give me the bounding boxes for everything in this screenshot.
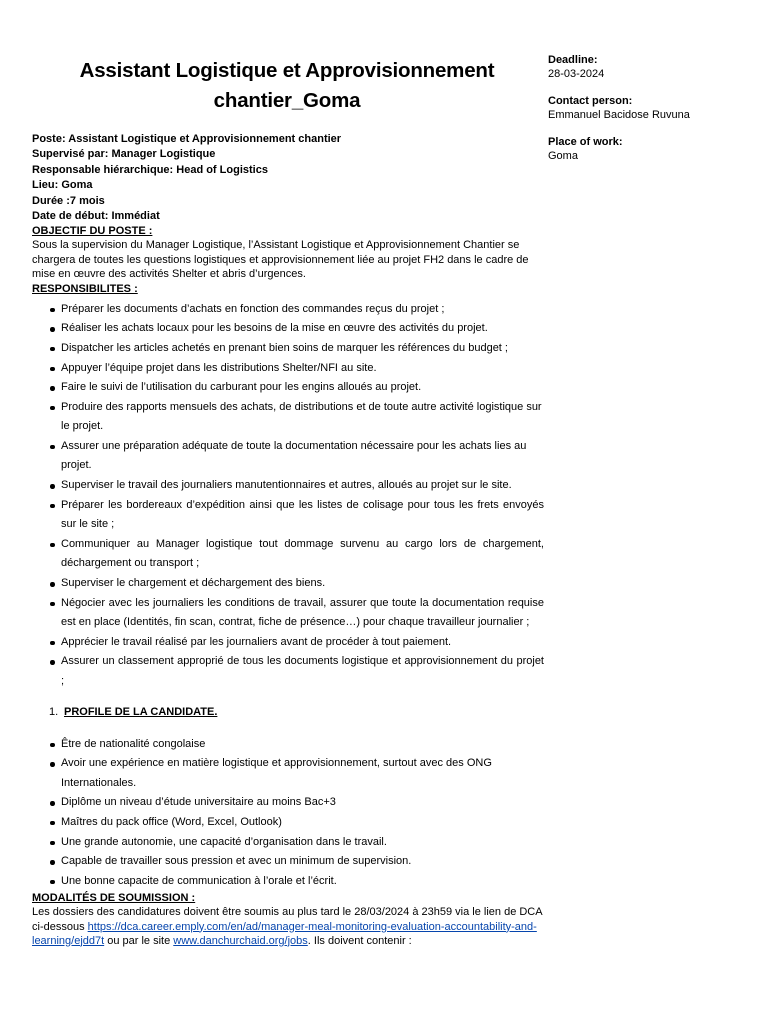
list-item: Une grande autonomie, une capacité d’organisation dans le travail.	[32, 833, 544, 853]
profile-number: 1.	[49, 705, 59, 718]
list-item: Être de nationalité congolaise	[32, 735, 544, 755]
contact-label: Contact person:	[548, 95, 633, 108]
danchurchaid-jobs-link[interactable]: www.danchurchaid.org/jobs	[173, 934, 308, 947]
meta-supervise: Supervisé par: Manager Logistique	[32, 148, 216, 161]
dca-career-link[interactable]: https://dca.career.emply.com/en/ad/manager-meal-monitoring-evaluation-accountability-and-learning/ejdd7t	[32, 920, 537, 947]
title-line-2: chantier_Goma	[213, 89, 361, 112]
modalites-text-before: Les dossiers des candidatures doivent être soumis au plus tard le 28/03/2024 à 23h59 via le lien de DCA ci-dessous	[32, 906, 542, 933]
list-item: Préparer les documents d’achats en fonction des commandes reçus du projet ;	[32, 300, 544, 320]
job-description	[32, 132, 544, 948]
list-item: Réaliser les achats locaux pour les besoins de la mise en œuvre des activités du projet.	[32, 319, 544, 339]
profile-list	[32, 735, 544, 892]
meta-responsable: Responsable hiérarchique: Head of Logistics	[32, 163, 268, 176]
modalites-text-middle: ou par le site	[104, 934, 174, 947]
responsibilites-list	[32, 300, 544, 692]
list-item: Diplôme un niveau d’étude universitaire au moins Bac+3	[32, 793, 544, 813]
modalites-heading: MODALITÉS DE SOUMISSION :	[32, 892, 196, 905]
place-value: Goma	[548, 150, 578, 163]
modalites-text-after: . Ils doivent contenir :	[307, 934, 412, 947]
contact-block	[548, 94, 758, 122]
list-item: Avoir une expérience en matière logistique et approvisionnement, surtout avec des ONG Internationales.	[32, 754, 544, 793]
list-item: Superviser le travail des journaliers manutentionnaires et autres, alloués au projet sur le site.	[32, 476, 544, 496]
deadline-label: Deadline:	[548, 54, 598, 66]
objectif-text: Sous la supervision du Manager Logistique, l’Assistant Logistique et Approvisionnement Chantier se chargera de toutes les questions logistiques et approvisionnement liée au projet FH2 dans le cadre de mise en œuvre des activités Shelter et abris d’urgences.	[32, 239, 529, 280]
list-item: Apprécier le travail réalisé par les journaliers avant de procéder à tout paiement.	[32, 633, 544, 653]
deadline-value: 28-03-2024	[548, 68, 605, 81]
list-item: Appuyer l’équipe projet dans les distributions Shelter/NFI au site.	[32, 359, 544, 379]
profile-heading	[32, 705, 544, 720]
meta-poste: Poste: Assistant Logistique et Approvisionnement chantier	[32, 133, 342, 145]
deadline-block	[548, 53, 758, 81]
list-item: Assurer une préparation adéquate de toute la documentation nécessaire pour les achats lies au projet.	[32, 437, 544, 476]
page-title	[32, 56, 542, 116]
list-item: Capable de travailler sous pression et avec un minimum de supervision.	[32, 852, 544, 872]
meta-lieu: Lieu: Goma	[32, 179, 93, 192]
list-item: Dispatcher les articles achetés en prenant bien soins de marquer les références du budget ;	[32, 339, 544, 359]
list-item: Faire le suivi de l’utilisation du carburant pour les engins alloués au projet.	[32, 378, 544, 398]
list-item: Assurer un classement approprié de tous les documents logistique et approvisionnement du projet ;	[32, 652, 544, 691]
objectif-heading: OBJECTIF DU POSTE :	[32, 225, 153, 238]
place-label: Place of work:	[548, 136, 623, 149]
responsibilites-heading: RESPONSIBILITES :	[32, 282, 138, 295]
list-item: Négocier avec les journaliers les conditions de travail, assurer que toute la documentation requise est en place (Identités, fin scan, contrat, fiche de présence…) pour chaque travailleur journalier ;	[32, 594, 544, 633]
meta-duree: Durée :7 mois	[32, 194, 105, 207]
job-info-sidebar	[548, 53, 758, 176]
list-item: Une bonne capacite de communication à l’orale et l’écrit.	[32, 872, 544, 892]
list-item: Communiquer au Manager logistique tout dommage survenu au cargo lors de chargement, déchargement ou transport ;	[32, 535, 544, 574]
list-item: Produire des rapports mensuels des achats, de distributions et de toute autre activité logistique sur le projet.	[32, 398, 544, 437]
meta-date-debut: Date de début: Immédiat	[32, 209, 160, 222]
list-item: Maîtres du pack office (Word, Excel, Outlook)	[32, 813, 544, 833]
modalites-text	[32, 905, 544, 947]
place-block	[548, 135, 758, 163]
list-item: Superviser le chargement et déchargement des biens.	[32, 574, 544, 594]
meta-list	[32, 132, 544, 224]
list-item: Préparer les bordereaux d’expédition ainsi que les listes de colisage pour tous les frets envoyés sur le site ;	[32, 496, 544, 535]
profile-heading-text: PROFILE DE LA CANDIDATE.	[64, 705, 218, 718]
title-line-1: Assistant Logistique et Approvisionnement	[79, 59, 495, 82]
contact-value: Emmanuel Bacidose Ruvuna	[548, 109, 690, 122]
